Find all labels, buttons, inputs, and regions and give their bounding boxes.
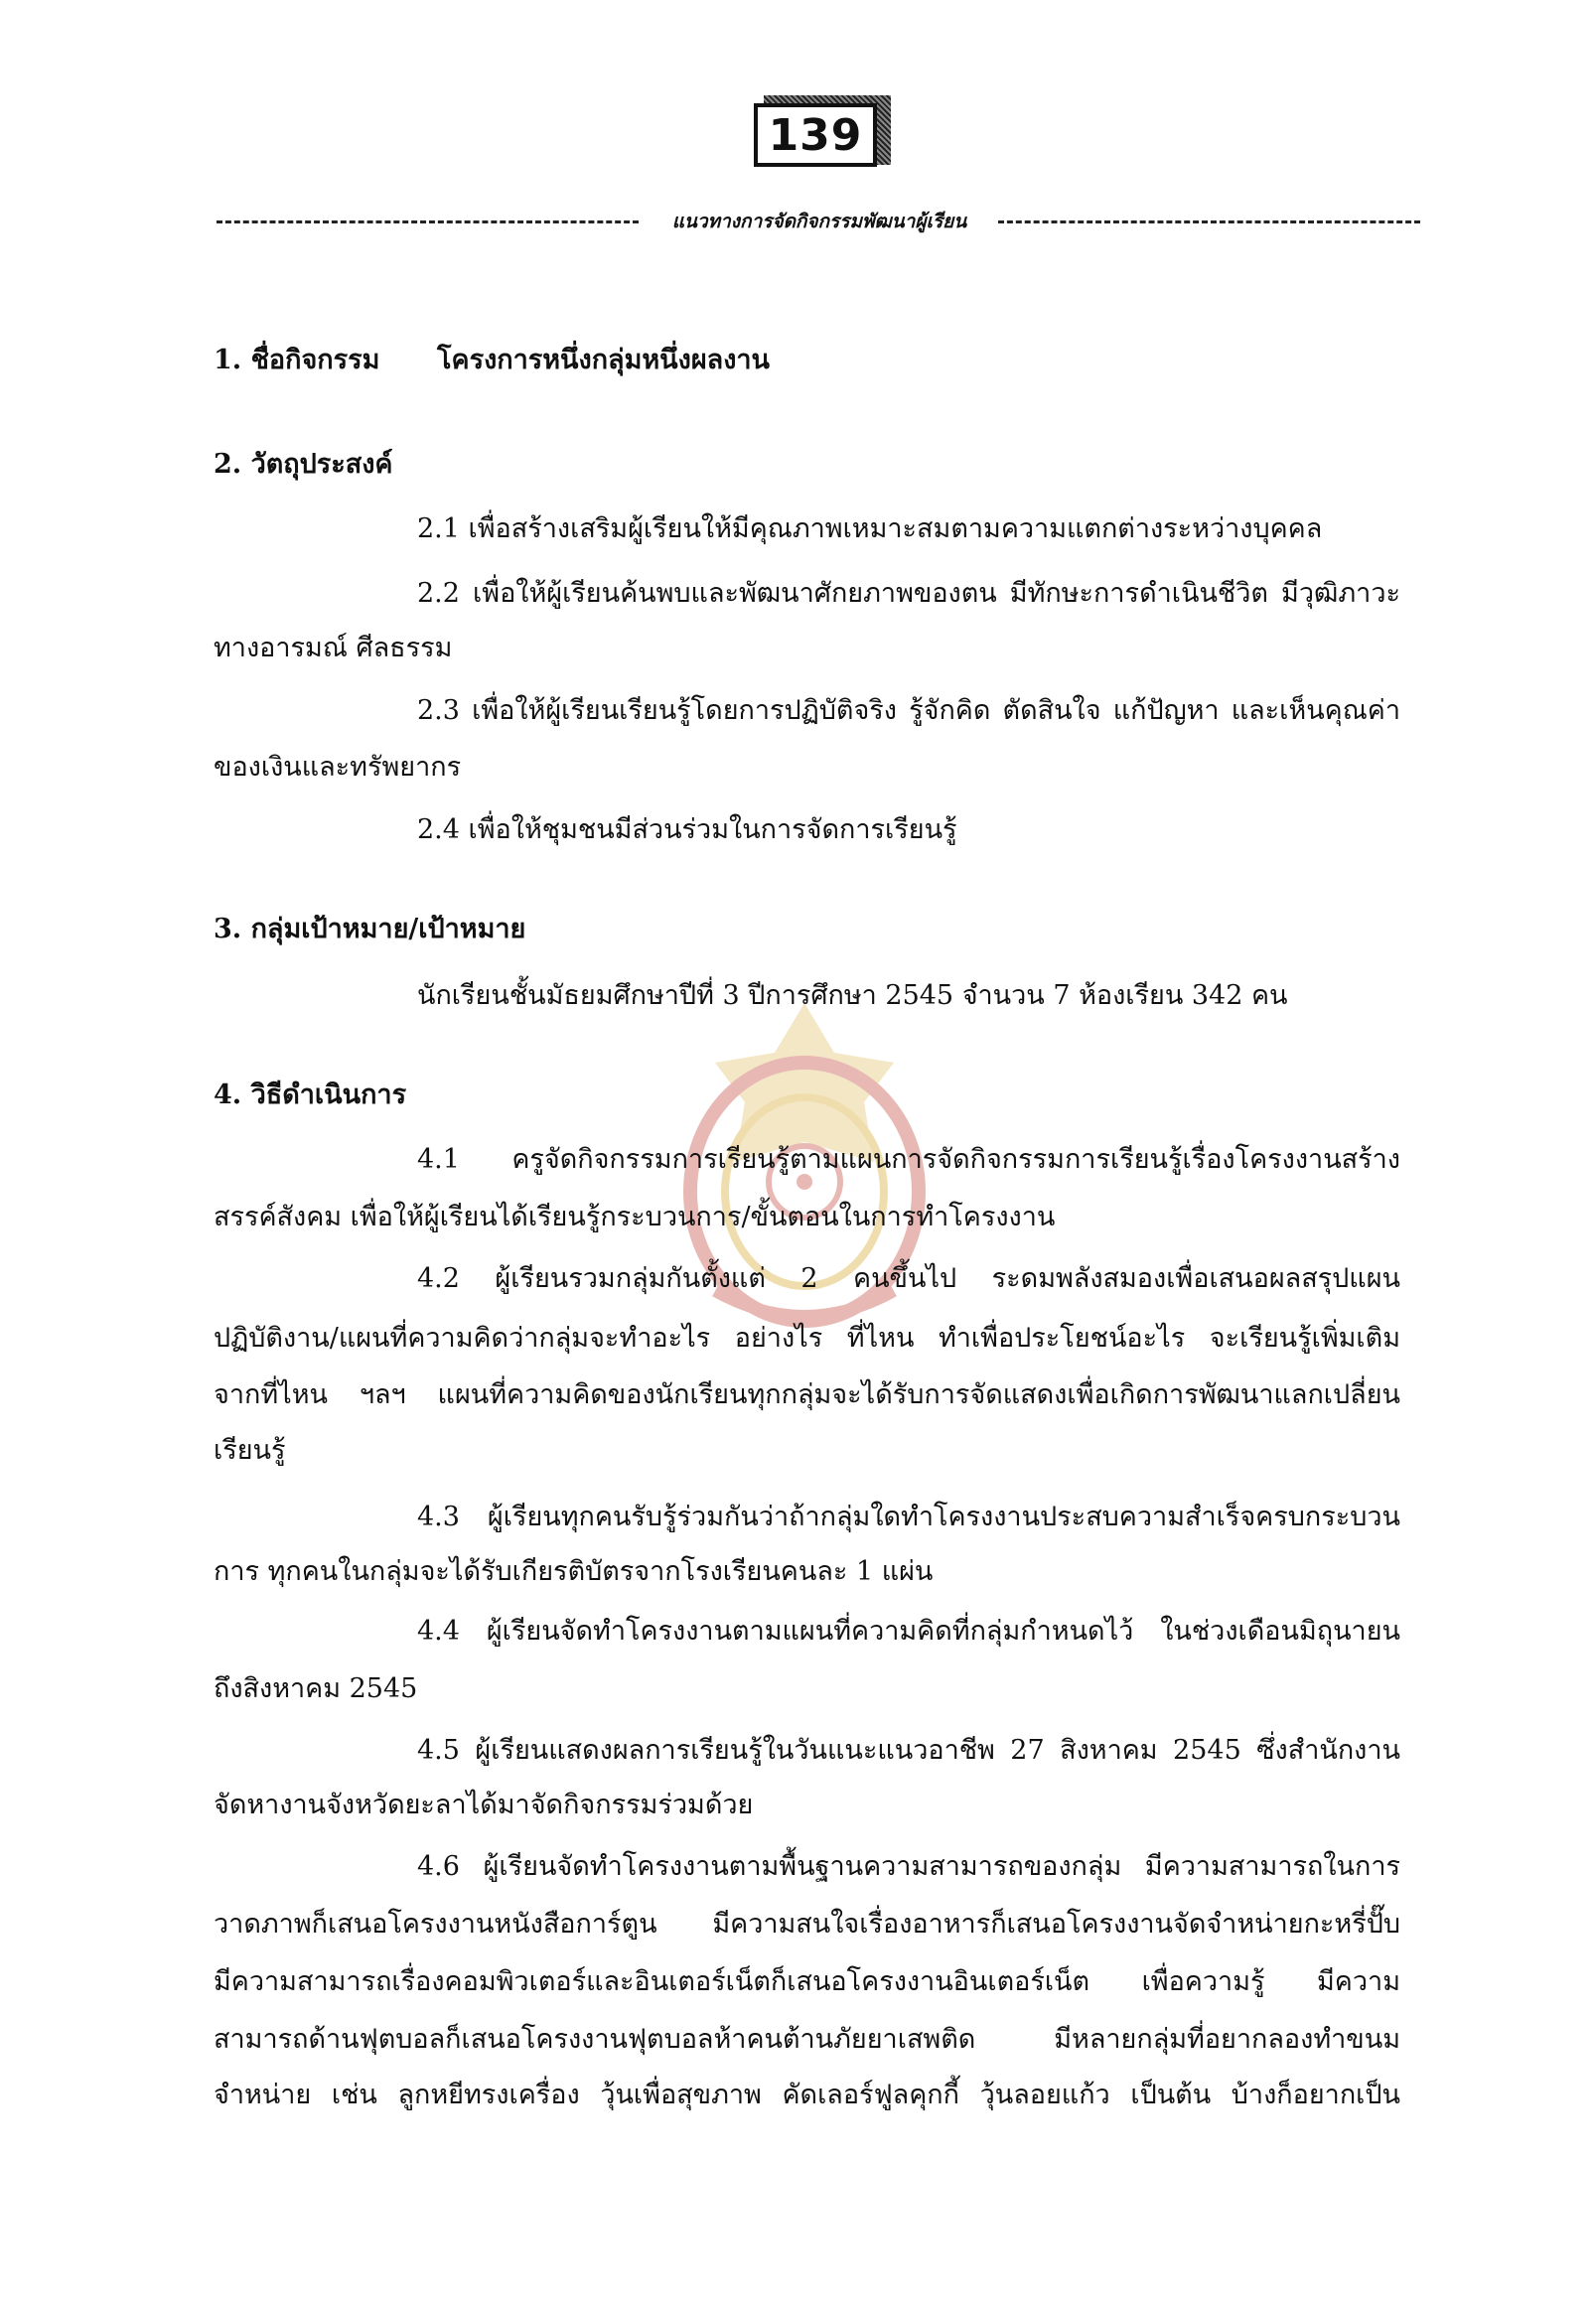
- header-rule-right: [998, 220, 1420, 223]
- step-4-6-line-5: จำหน่าย เช่น ลูกหยีทรงเครื่อง วุ้นเพื่อสุขภาพ คัดเลอร์ฟูลคุกกี้ วุ้นลอยแก้ว เป็นต้น บ้างก็อยากเป็น: [214, 2080, 1400, 2110]
- target-group: นักเรียนชั้นมัธยมศึกษาปีที่ 3 ปีการศึกษา 2545 จำนวน 7 ห้องเรียน 342 คน: [417, 980, 1288, 1011]
- step-4-2: 4.2 ผู้เรียนรวมกลุ่มกันตั้งแต่ 2 คนขึ้นไป ระดมพลังสมองเพื่อเสนอผลสรุปแผน: [417, 1263, 1400, 1294]
- page-number: 139: [754, 103, 877, 167]
- step-4-2-line-4: เรียนรู้: [214, 1435, 286, 1466]
- step-4-4: 4.4 ผู้เรียนจัดทำโครงงานตามแผนที่ความคิดที่กลุ่มกำหนดไว้ ในช่วงเดือนมิถุนายน: [417, 1616, 1400, 1647]
- step-4-5-cont: จัดหางานจังหวัดยะลาได้มาจัดกิจกรรมร่วมด้วย: [214, 1790, 754, 1820]
- running-title: แนวทางการจัดกิจกรรมพัฒนาผู้เรียน: [671, 211, 967, 232]
- step-4-6-line-4: สามารถด้านฟุตบอลก็เสนอโครงงานฟุตบอลห้าคนต้านภัยยาเสพติด มีหลายกลุ่มที่อยากลองทำขนม: [214, 2024, 1400, 2055]
- step-4-3-cont: การ ทุกคนในกลุ่มจะได้รับเกียรติบัตรจากโรงเรียนคนละ 1 แผ่น: [214, 1556, 934, 1587]
- objective-2-1: 2.1 เพื่อสร้างเสริมผู้เรียนให้มีคุณภาพเหมาะสมตามความแตกต่างระหว่างบุคคล: [417, 513, 1323, 544]
- objective-2-2: 2.2 เพื่อให้ผู้เรียนค้นพบและพัฒนาศักยภาพของตน มีทักษะการดำเนินชีวิต มีวุฒิภาวะ: [417, 578, 1400, 609]
- step-4-2-line-3: จากที่ไหน ฯลฯ แผนที่ความคิดของนักเรียนทุกกลุ่มจะได้รับการจัดแสดงเพื่อเกิดการพัฒนาแลกเปลี่ยน: [214, 1379, 1400, 1410]
- activity-name: โครงการหนึ่งกลุ่มหนึ่งผลงาน: [437, 345, 770, 375]
- step-4-2-line-2: ปฏิบัติงาน/แผนที่ความคิดว่ากลุ่มจะทำอะไร อย่างไร ที่ไหน ทำเพื่อประโยชน์อะไร จะเรียนรู้เพิ่มเติม: [214, 1323, 1400, 1354]
- step-4-5: 4.5 ผู้เรียนแสดงผลการเรียนรู้ในวันแนะแนวอาชีพ 27 สิงหาคม 2545 ซึ่งสำนักงาน: [417, 1735, 1400, 1766]
- section-4-title: 4. วิธีดำเนินการ: [214, 1080, 407, 1110]
- section-2-title: 2. วัตถุประสงค์: [214, 449, 393, 480]
- step-4-6-line-2: วาดภาพก็เสนอโครงงานหนังสือการ์ตูน มีความสนใจเรื่องอาหารก็เสนอโครงงานจัดจำหน่ายกะหรี่ปั๊บ: [214, 1909, 1400, 1940]
- objective-2-4: 2.4 เพื่อให้ชุมชนมีส่วนร่วมในการจัดการเรียนรู้: [417, 814, 957, 845]
- section-3-title: 3. กลุ่มเป้าหมาย/เป้าหมาย: [214, 914, 526, 944]
- step-4-6-line-3: มีความสามารถเรื่องคอมพิวเตอร์และอินเตอร์เน็ตก็เสนอโครงงานอินเตอร์เน็ต เพื่อความรู้ มีความ: [214, 1966, 1400, 1997]
- page-number-box: [754, 103, 883, 173]
- step-4-1-cont: สรรค์สังคม เพื่อให้ผู้เรียนได้เรียนรู้กระบวนการ/ขั้นตอนในการทำโครงงาน: [214, 1202, 1056, 1232]
- objective-2-2-cont: ทางอารมณ์ ศีลธรรม: [214, 633, 453, 663]
- step-4-4-cont: ถึงสิงหาคม 2545: [214, 1673, 418, 1704]
- objective-2-3: 2.3 เพื่อให้ผู้เรียนเรียนรู้โดยการปฏิบัติจริง รู้จักคิด ตัดสินใจ แก้ปัญหา และเห็นคุณค่า: [417, 695, 1400, 726]
- section-1-label: 1. ชื่อกิจกรรม: [214, 345, 380, 375]
- step-4-3: 4.3 ผู้เรียนทุกคนรับรู้ร่วมกันว่าถ้ากลุ่มใดทำโครงงานประสบความสำเร็จครบกระบวน: [417, 1502, 1400, 1532]
- objective-2-3-cont: ของเงินและทรัพยากร: [214, 752, 462, 783]
- step-4-1: 4.1 ครูจัดกิจกรรมการเรียนรู้ตามแผนการจัดกิจกรรมการเรียนรู้เรื่องโครงงานสร้าง: [417, 1144, 1400, 1175]
- header-rule-left: [217, 220, 639, 223]
- step-4-6: 4.6 ผู้เรียนจัดทำโครงงานตามพื้นฐานความสามารถของกลุ่ม มีความสามารถในการ: [417, 1851, 1400, 1882]
